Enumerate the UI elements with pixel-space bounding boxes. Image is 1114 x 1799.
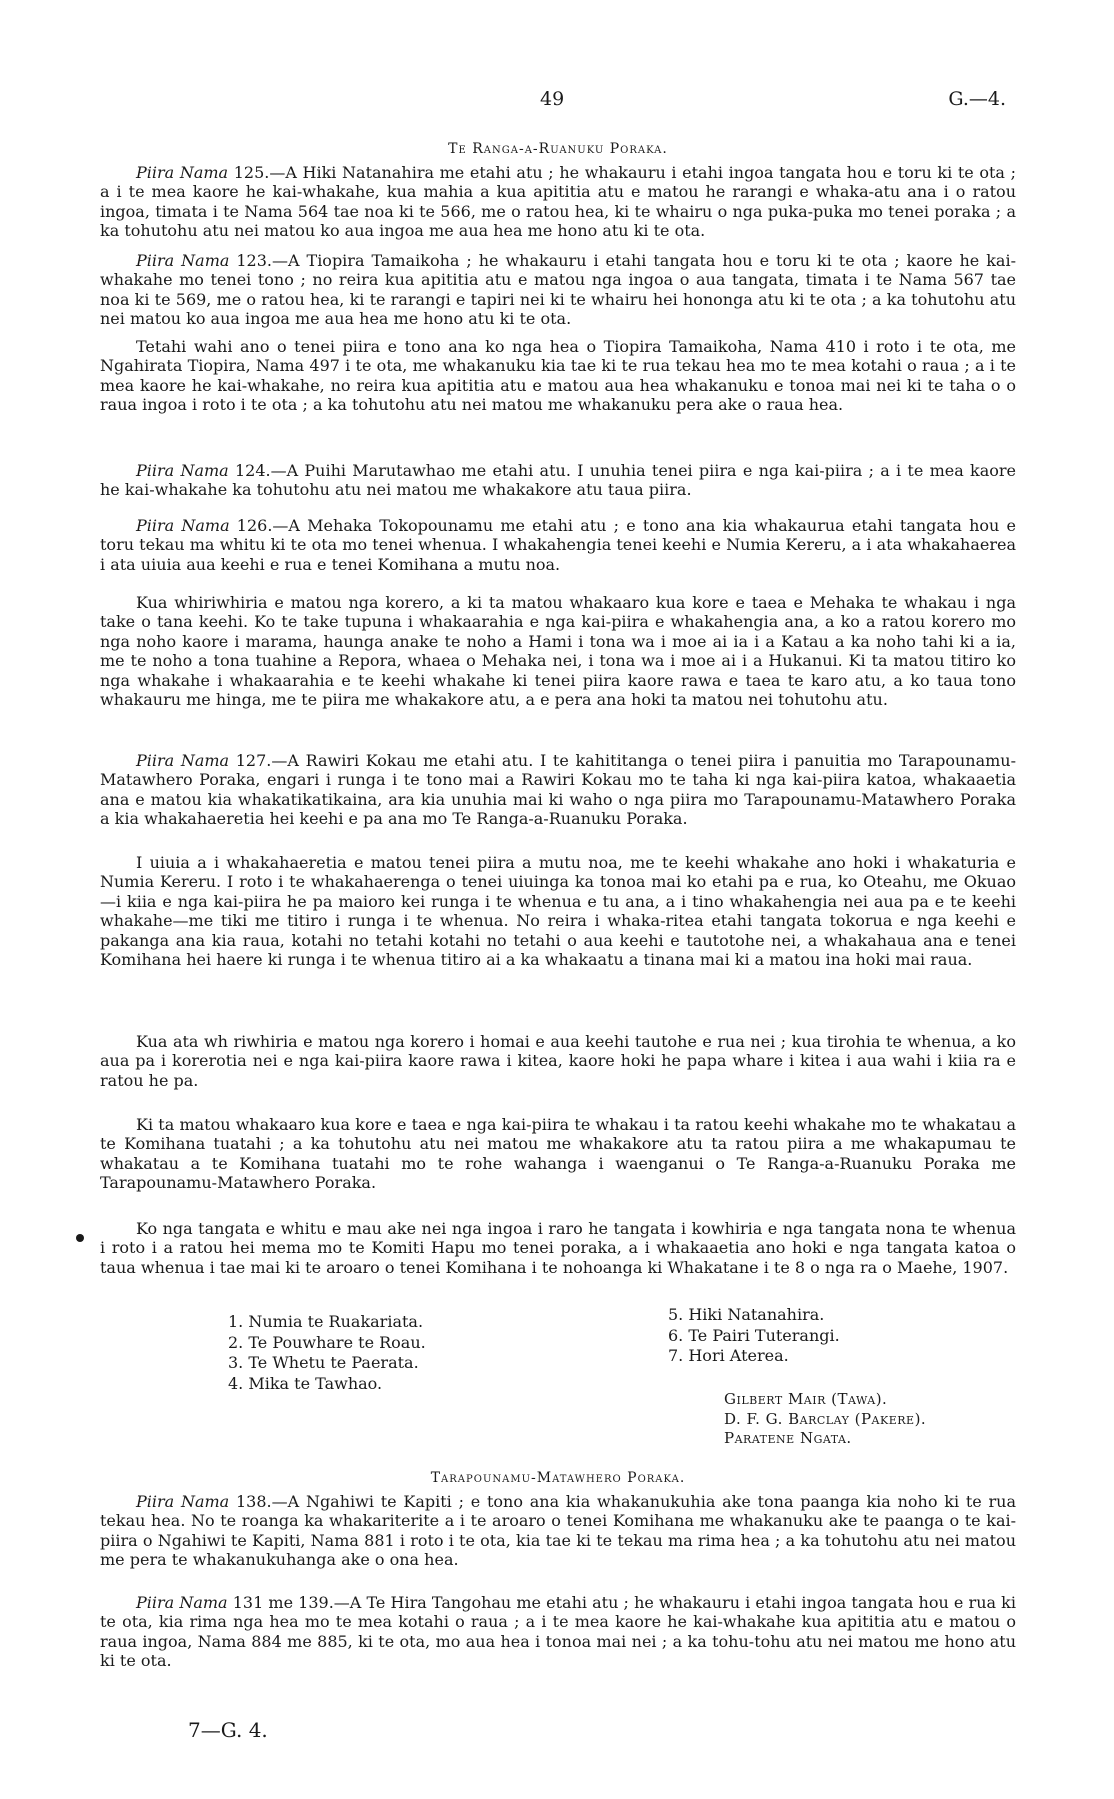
paragraph: Piira Nama 126.—A Mehaka Tokopounamu me etahi atu ; e tono ana kia whakaurua etahi tangata hou e toru tekau ma whitu ki te ota mo tenei whenua. I whakahengia tenei keehi e Numia Kereru, a i ata whakahaerea i ata uiuia aua keehi e rua e tenei Komihana a mutu noa.	[100, 516, 1017, 574]
committee-list-left	[228, 1312, 426, 1394]
signature-name: Gilbert Mair (Tawa).	[724, 1390, 888, 1408]
section-title: Te Ranga-a-Ruanuku Poraka.	[448, 141, 668, 157]
list-item: 7. Hori Aterea.	[668, 1346, 789, 1365]
signature-name: Paratene Ngata.	[724, 1429, 852, 1447]
signature-mark: 7—G. 4.	[188, 1718, 268, 1742]
list-item: 2. Te Pouwhare te Roau.	[228, 1332, 426, 1352]
appeal-label: Piira Nama	[136, 751, 230, 770]
paragraph: Piira Nama 131 me 139.—A Te Hira Tangohau me etahi atu ; he whakauru i etahi ingoa tangata hou e rua ki te ota, kia rima nga hea mo te mea kotahi o raua ; a i te mea kaore he kai-whakahe kua apititia atu e matou o raua ingoa, Nama 884 me 885, ki te ota, mo aua hea i tonoa mai nei ; a ka tohu-tohu atu nei matou me hono atu ki te ota.	[100, 1593, 1016, 1671]
paragraph: Ki ta matou whakaaro kua kore e taea e nga kai-piira te whakau i ta ratou keehi whakahe mo te whakatau a te Komihana tuatahi ; a ka tohutohu atu nei matou me whakakore atu ta ratou piira a me whakapumau te whakatau a te Komihana tuatahi mo te rohe wahanga i waenganui o Te Ranga-a-Ruanuku Poraka me Tarapounamu-Matawhero Poraka.	[100, 1115, 1016, 1193]
list-item: 5. Hiki Natanahira.	[668, 1305, 825, 1324]
paragraph: Piira Nama 124.—A Puihi Marutawhao me etahi atu. I unuhia tenei piira e nga kai-piira ; a i te mea kaore he kai-whakahe ka tohutohu atu nei matou me whakakore atu taua piira.	[100, 461, 1016, 500]
appeal-label: Piira Nama	[136, 516, 230, 535]
paragraph: Kua whiriwhiria e matou nga korero, a ki ta matou whakaaro kua kore e taea e Mehaka te whakau i nga take o tana keehi. Ko te take tupuna i whakaarahia e nga kai-piira e whakahengia ana, a ko a ratou korero mo nga noho kaore i marama, haunga anake te noho a Hami i tona wa i moe ai ia i a Katau a ka noho tahi ki a ia, me te noho a tona tuahine a Repora, whaea o Mehaka nei, i tona wa i moe ai i a Hukanui. Ki ta matou titiro ko nga whakahe i whakaarahia e te keehi whakahe ki tenei piira kaore rawa e taea te karo atu, a ko taua tono whakauru me hinga, me te piira me whakakore atu, a e pera ana hoki ta matou nei tohutohu atu.	[100, 593, 1016, 710]
signature-block	[724, 1390, 926, 1449]
paragraph: Tetahi wahi ano o tenei piira e tono ana ko nga hea o Tiopira Tamaikoha, Nama 410 i roto i te ota, me Ngahirata Tiopira, Nama 497 i te ota, me whakanuku kia tae ki te rua tekau hea mo te mea kotahi o raua ; a i te mea kaore he kai-whakahe, no reira kua apititia atu e matou aua hea whakanuku e tonoa mai nei ki te taha o o raua ingoa i roto i te ota ; a ka tohutohu atu nei matou me whakanuku pera ake o raua hea.	[100, 337, 1016, 415]
appeal-label: Piira Nama	[136, 1593, 228, 1612]
paragraph: Piira Nama 125.—A Hiki Natanahira me etahi atu ; he whakauru i etahi ingoa tangata hou e toru ki te ota ; a i te mea kaore he kai-whakahe, kua mahia a kua apititia atu e matou he rarangi e whaka-atu ana i o ratou ingoa, timata i te Nama 564 tae noa ki te 566, me o ratou hea, ki te whairu o nga puka-puka mo tenei poraka ; a ka tohutohu atu nei matou ko aua ingoa me aua hea me hono atu ki te ota.	[100, 163, 1016, 241]
appeal-label: Piira Nama	[136, 461, 229, 480]
document-reference: G.—4.	[948, 88, 1006, 110]
page-number: 49	[540, 88, 565, 110]
list-item: 1. Numia te Ruakariata.	[228, 1312, 424, 1331]
paragraph: Piira Nama 127.—A Rawiri Kokau me etahi atu. I te kahititanga o tenei piira i panuitia mo Tarapounamu-Matawhero Poraka, engari i runga i te tono mai a Rawiri Kokau mo te taha ki nga kai-piira katoa, whakaaetia ana e matou kia whakatikatikaina, ara kia unuhia mai ki waho o nga piira mo Tarapounamu-Matawhero Poraka a kia whakahaeretia hei keehi e pa ana mo Te Ranga-a-Ruanuku Poraka.	[100, 751, 1016, 829]
list-item: 3. Te Whetu te Paerata.	[228, 1353, 419, 1372]
paragraph: Kua ata wh riwhiria e matou nga korero i homai e aua keehi tautohe e rua nei ; kua tirohia te whenua, a ko aua pa i korerotia nei e nga kai-piira kaore rawa i kitea, kaore hoki he papa whare i kitea i aua wahi i kiia ra e ratou he pa.	[100, 1032, 1016, 1090]
appeal-label: Piira Nama	[136, 251, 230, 270]
ink-dot	[76, 1234, 84, 1242]
committee-list-right	[668, 1305, 840, 1367]
list-item: 4. Mika te Tawhao.	[228, 1373, 383, 1393]
section-title: Tarapounamu-Matawhero Poraka.	[430, 1470, 686, 1486]
appeal-label: Piira Nama	[136, 163, 229, 182]
signature-name: D. F. G. Barclay (Pakere).	[724, 1409, 927, 1428]
paragraph: Ko nga tangata e whitu e mau ake nei nga ingoa i raro he tangata i kowhiria e nga tangata nona te whenua i roto i a ratou hei mema mo te Komiti Hapu mo tenei poraka, a i whakaaetia ano hoki e nga tangata katoa o taua whenua i tae mai ki te aroaro o tenei Komihana i te nohoanga ki Whakatane i te 8 o nga ra o Maehe, 1907.	[100, 1219, 1016, 1277]
list-item: 6. Te Pairi Tuterangi.	[668, 1325, 840, 1345]
paragraph: I uiuia a i whakahaeretia e matou tenei piira a mutu noa, me te keehi whakahe ano hoki i whakaturia e Numia Kereru. I roto i te whakahaerenga o tenei uiuinga ka tonoa mai ko etahi pa e rua, ko Oteahu, me Okuao—i kiia e nga kai-piira he pa maioro kei runga i te whenua e tu ana, a i tino whakahengia nei aua pa e te keehi whakahe—me tiki me titiro i runga i te whenua. No reira i whaka-ritea etahi tangata tokorua e nga keehi e pakanga ana kia raua, kotahi no tetahi kotahi no tetahi o aua keehi e tautotohe nei, a whakahaua ana e tenei Komihana hei haere ki runga i te whenua titiro ai a ka whakaatu a tinana mai ki a matou ina hoki mai raua.	[100, 853, 1016, 970]
paragraph: Piira Nama 138.—A Ngahiwi te Kapiti ; e tono ana kia whakanukuhia ake tona paanga kia noho ki te rua tekau hea. No te roanga ka whakariterite a i te aroaro o tenei Komihana me whakanuku ake te paanga o te kai-piira o Ngahiwi te Kapiti, Nama 881 i roto i te ota, kia tae ki te tekau ma rima hea ; a ka tohutohu atu nei matou me pera te whakanukuhanga ake o ona hea.	[100, 1492, 1017, 1570]
appeal-label: Piira Nama	[136, 1492, 230, 1511]
paragraph: Piira Nama 123.—A Tiopira Tamaikoha ; he whakauru i etahi tangata hou e toru ki te ota ; kaore he kai-whakahe mo tenei tono ; no reira kua apititia atu e matou nga ingoa o aua tangata, timata i te Nama 567 tae noa ki te 569, me o ratou hea, ki te rarangi e tapiri nei ki te whairu hei hononga atu ki te ota ; a ka tohutohu atu nei matou ko aua ingoa me aua hea me hono atu ki te ota.	[100, 251, 1016, 329]
